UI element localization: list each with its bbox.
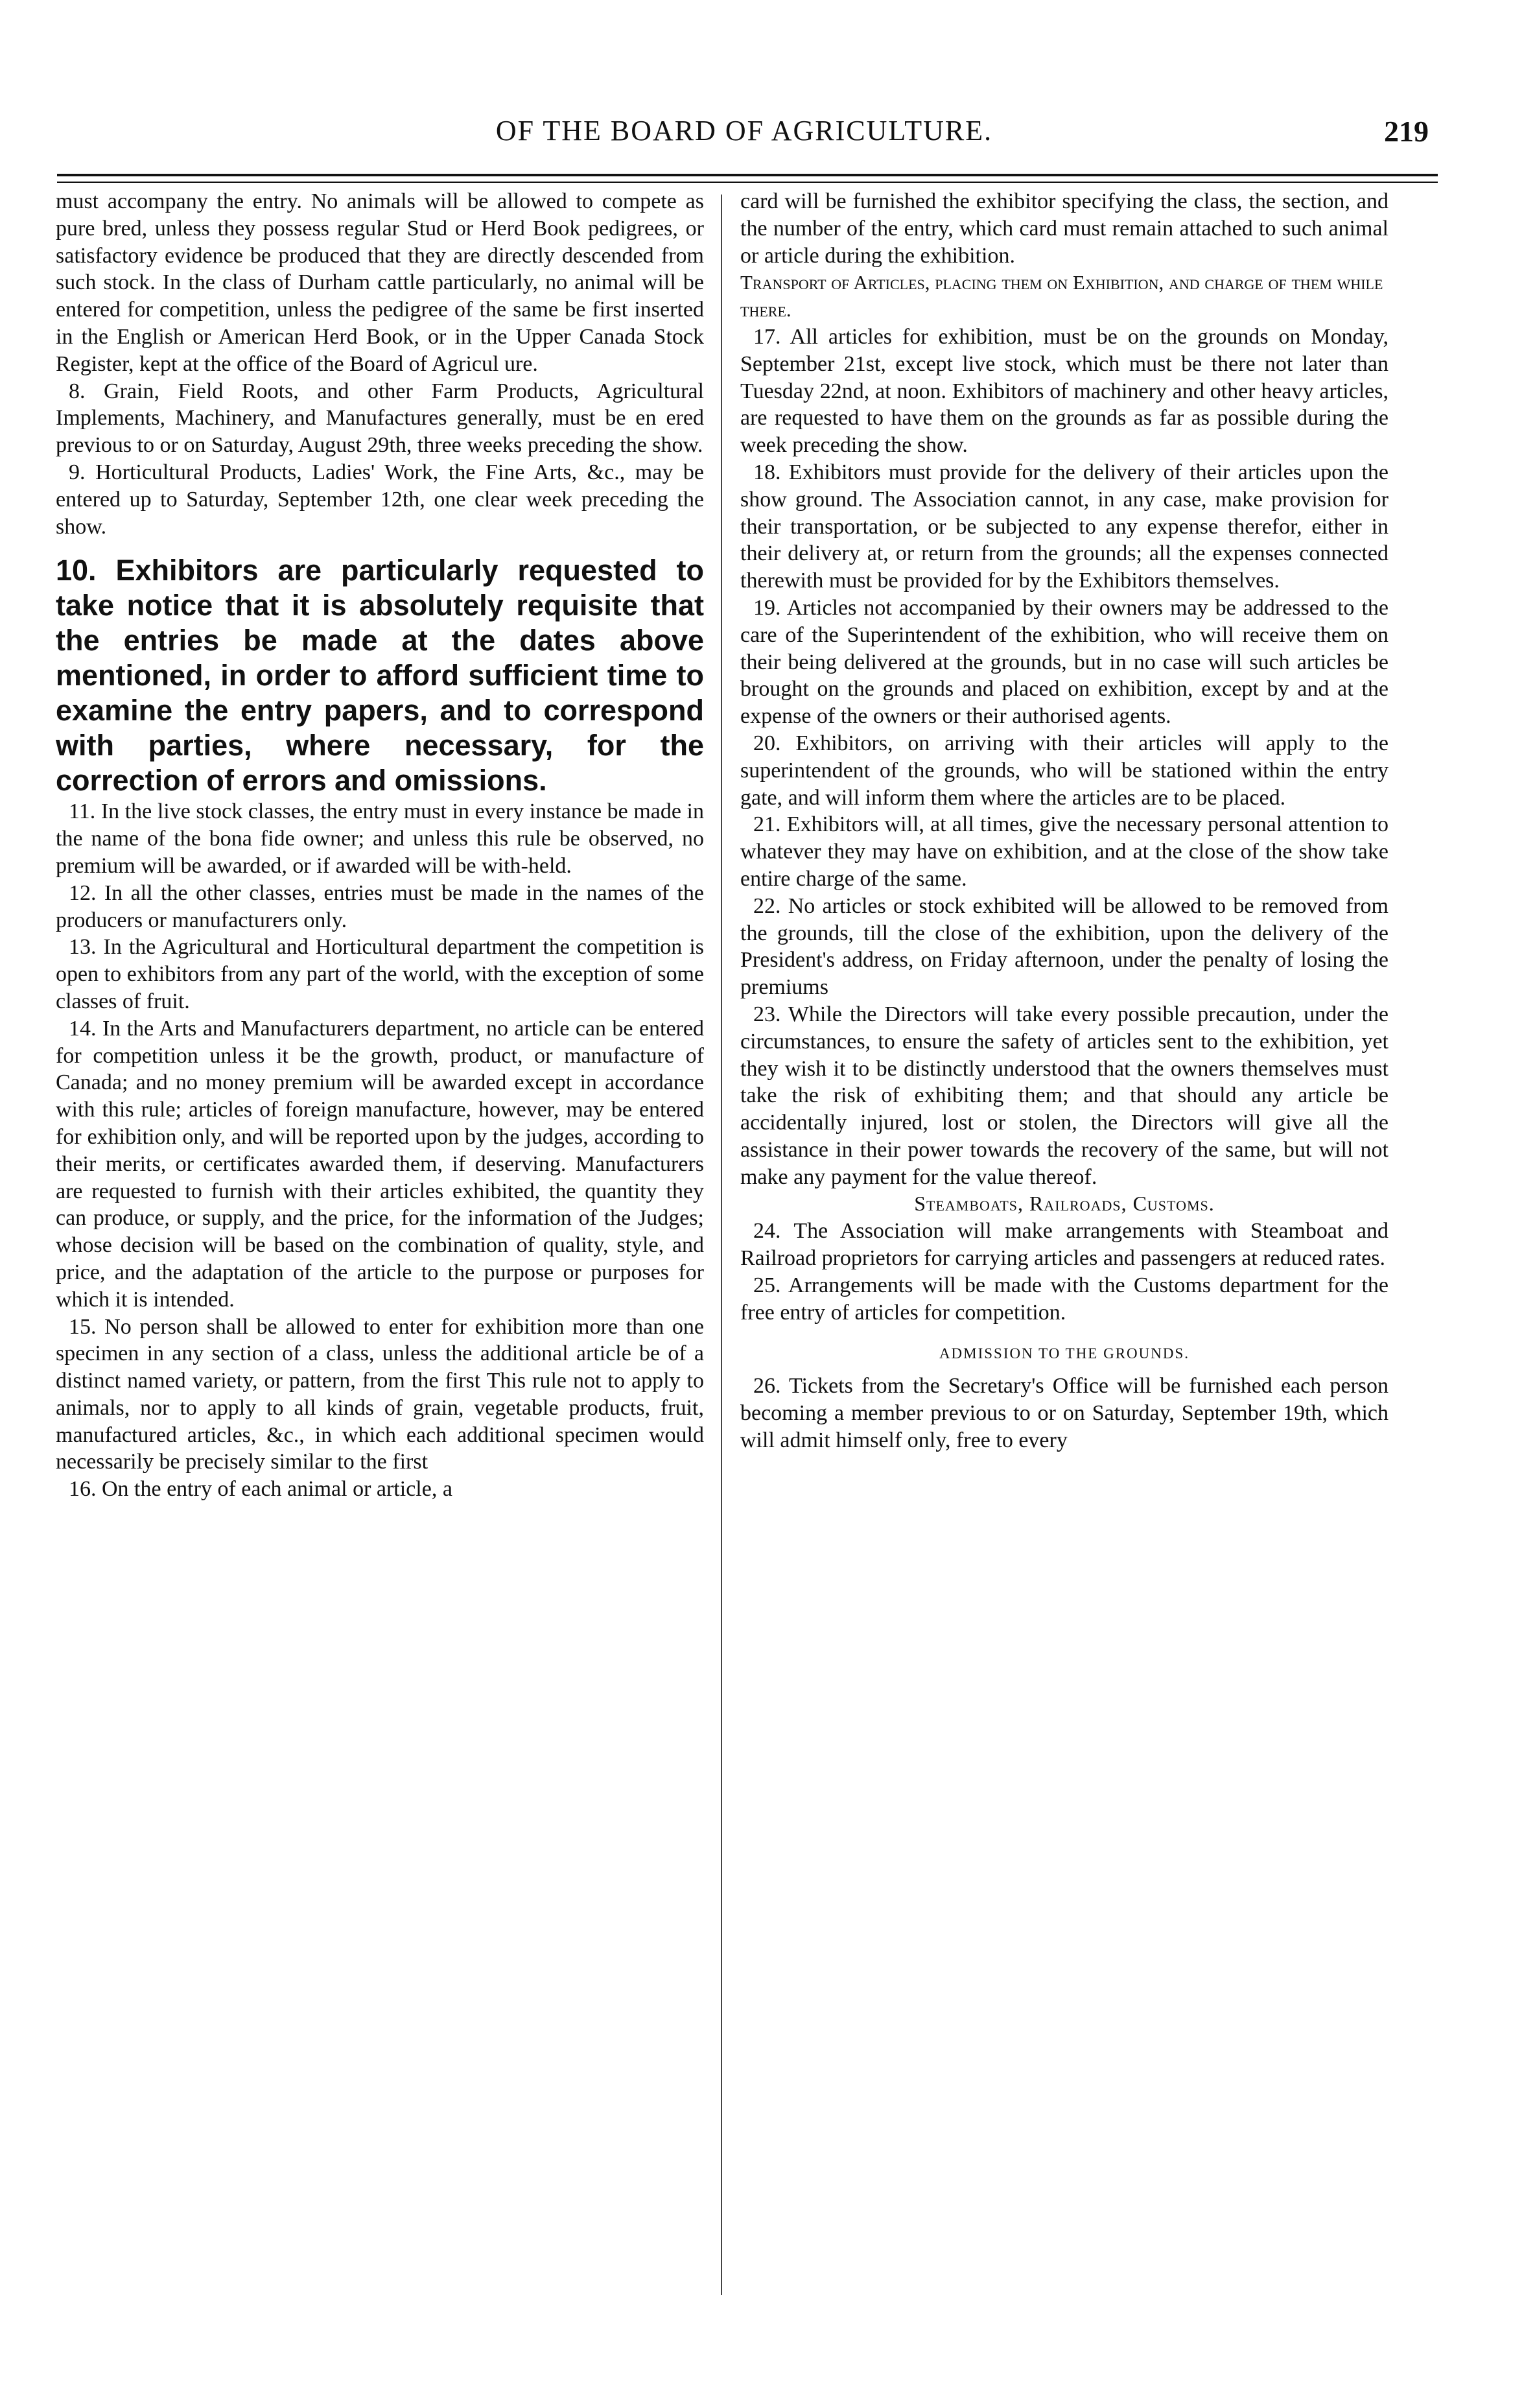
- page-number: 219: [1384, 115, 1429, 148]
- paragraph-intro-right: card will be furnished the exhibitor specifying the class, the section, and the number of the entry, which card must remain attached to such animal or article during the exhibition.: [740, 189, 1389, 268]
- running-title: OF THE BOARD OF AGRICULTURE.: [495, 115, 993, 147]
- paragraph-19: 19. Articles not accompanied by their owners may be addressed to the care of the Superintendent of the exhibition, who will receive them on their being delivered at the grounds, but in no case will such articles be brought on the grounds and placed on exhibition, except by and at the expense of the owners or their authorised agents.: [740, 595, 1389, 729]
- paragraph-8: 8. Grain, Field Roots, and other Farm Products, Agricultural Implements, Machinery, and Manufactures generally, must be en ered previous to or on Saturday, August 29th, three weeks preceding the show.: [56, 379, 704, 458]
- section-heading-admission: ADMISSION TO THE GROUNDS.: [939, 1345, 1190, 1362]
- paragraph-9: 9. Horticultural Products, Ladies' Work, the Fine Arts, &c., may be entered up to Saturday, September 12th, one clear week preceding the show.: [56, 460, 704, 539]
- paragraph-24: 24. The Association will make arrangements with Steamboat and Railroad proprietors for carrying articles and passengers at reduced rates.: [740, 1219, 1389, 1271]
- paragraph-20: 20. Exhibitors, on arriving with their articles will apply to the superintendent of the grounds, who will be stationed within the entry gate, and will inform them where the articles are to be placed.: [740, 731, 1389, 810]
- paragraph-25: 25. Arrangements will be made with the Customs department for the free entry of articles for competition.: [740, 1273, 1389, 1325]
- paragraph-15: 15. No person shall be allowed to enter for exhibition more than one specimen in any section of a class, unless the additional article be of a distinct named variety, or pattern, from the first This rule not to apply to animals, nor to apply to all kinds of grain, vegetable products, fruit, manufactured articles, &c., in which each additional specimen would necessarily be precisely similar to the first: [56, 1314, 704, 1474]
- column-divider: [721, 195, 722, 2295]
- running-header: [60, 114, 1429, 159]
- section-heading-transport: Transport of Articles, placing them on Exhibition, and charge of them while there.: [740, 271, 1383, 322]
- paragraph-10-notice: 10. Exhibitors are particularly requested to take notice that it is absolutely requisite that the entries be made at the dates above mentioned, in order to afford sufficient time to examine the entry papers, and to correspond with parties, where necessary, for the correction of errors and omissions.: [56, 554, 704, 797]
- paragraph-18: 18. Exhibitors must provide for the delivery of their articles upon the show ground. The Association cannot, in any case, make provision for their transportation, or be subjected to any expense therefor, either in their delivery at, or return from the grounds; all the expenses connected therewith must be provided for by the Exhibitors themselves.: [740, 460, 1389, 593]
- section-heading-steamboats: Steamboats, Railroads, Customs.: [914, 1192, 1215, 1216]
- paragraph-21: 21. Exhibitors will, at all times, give the necessary personal attention to whatever they may have on exhibition, and at the close of the show take entire charge of the same.: [740, 812, 1389, 891]
- paragraph-13: 13. In the Agricultural and Horticultural department the competition is open to exhibitors from any part of the world, with the exception of some classes of fruit.: [56, 935, 704, 1013]
- header-rule-thin: [57, 182, 1438, 183]
- header-rule-thick: [57, 174, 1438, 176]
- paragraph-16: 16. On the entry of each animal or article, a: [69, 1477, 452, 1502]
- paragraph-14: 14. In the Arts and Manufacturers department, no article can be entered for competition unless it be the growth, product, or manufacture of Canada; and no money premium will be awarded except in accordance with this rule; articles of foreign manufacture, however, may be entered for exhibition only, and will be reported upon by the judges, according to their merits, or certificates awarded them, if deserving. Manufacturers are requested to furnish with their articles exhibited, the quantity they can produce, or supply, and the price, for the information of the Judges; whose decision will be based on the combination of quality, style, and price, and the adaptation of the article to the purpose or purposes for which it is intended.: [56, 1016, 704, 1312]
- paragraph-26: 26. Tickets from the Secretary's Office will be furnished each person becoming a member previous to or on Saturday, September 19th, which will admit himself only, free to every: [740, 1374, 1389, 1452]
- paragraph-11: 11. In the live stock classes, the entry must in every instance be made in the name of the bona fide owner; and unless this rule be observed, no premium will be awarded, or if awarded will be with-held.: [56, 799, 704, 878]
- right-column: [740, 188, 1389, 2347]
- paragraph-12: 12. In all the other classes, entries must be made in the names of the producers or manufacturers only.: [56, 880, 704, 932]
- paragraph-intro-left: must accompany the entry. No animals will be allowed to compete as pure bred, unless they possess regular Stud or Herd Book pedigrees, or satisfactory evidence be produced that they are directly descended from such stock. In the class of Durham cattle particularly, no animal will be entered for competition, unless the pedigree of the same be first inserted in the English or American Herd Book, or in the Upper Canada Stock Register, kept at the office of the Board of Agricul ure.: [56, 189, 704, 376]
- paragraph-23: 23. While the Directors will take every possible precaution, under the circumstances, to ensure the safety of articles sent to the exhibition, yet they wish it to be distinctly understood that the owners themselves must take the risk of exhibiting them; and that should any article be accidentally injured, lost or stolen, the Directors will give all the assistance in their power towards the recovery of the same, but will not make any payment for the value thereof.: [740, 1002, 1389, 1189]
- left-column: [56, 188, 704, 2347]
- paragraph-22: 22. No articles or stock exhibited will be allowed to be removed from the grounds, till the close of the exhibition, upon the delivery of the President's address, on Friday afternoon, under the penalty of losing the premiums: [740, 893, 1389, 1000]
- paragraph-17: 17. All articles for exhibition, must be on the grounds on Monday, September 21st, except live stock, which must be there not later than Tuesday 22nd, at noon. Exhibitors of machinery and other heavy articles, are requested to have them on the grounds as far as possible during the week preceding the show.: [740, 324, 1389, 458]
